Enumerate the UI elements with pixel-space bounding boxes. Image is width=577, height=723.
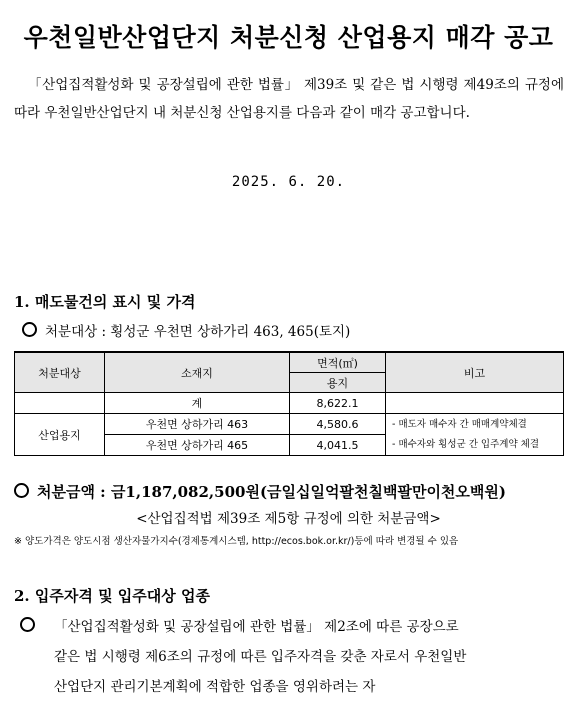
header-area-sub: 용지 [290, 373, 386, 393]
disposal-amount-text: 처분금액 : 금1,187,082,500원(금일십일억팔천칠백팔만이천오백원) [37, 483, 506, 501]
category-cell: 산업용지 [15, 414, 105, 456]
announcement-date: 2025. 6. 20. [231, 174, 346, 190]
qualification-line: 「산업집적활성화 및 공장설립에 관한 법률」 제2조에 따른 공장으로 [54, 619, 459, 635]
disposal-target-line [22, 320, 350, 340]
header-location: 소재지 [105, 352, 290, 393]
section2-heading: 2. 입주자격 및 입주대상 업종 [14, 587, 210, 605]
qualification-line: 같은 법 시행령 제6조의 규정에 따른 입주자격을 갖춘 자로서 우천일반 [54, 649, 467, 665]
area-cell: 4,041.5 [290, 435, 386, 456]
header-area: 면적(㎡) [290, 352, 386, 373]
note-cell [386, 414, 564, 456]
total-value: 8,622.1 [290, 393, 386, 414]
price-footnote: ※ 양도가격은 양도시점 생산자물가지수(경제통계시스템, http://ecos.bok.or.kr/)등에 따라 변경될 수 있음 [14, 536, 459, 547]
table-row [15, 414, 564, 435]
location-cell: 우천면 상하가리 465 [105, 435, 290, 456]
note-line: - 매도자 매수자 간 매매계약체결 [392, 418, 527, 430]
intro-paragraph [14, 71, 564, 127]
section1-heading: 1. 매도물건의 표시 및 가격 [14, 293, 196, 311]
qualification-line: 산업단지 관리기본계획에 적합한 업종을 영위하려는 자 [54, 679, 376, 695]
disposal-amount [14, 481, 506, 502]
qualification-paragraph [14, 612, 564, 702]
header-note: 비고 [386, 352, 564, 393]
disposal-amount-basis: <산업집적법 제39조 제5항 규정에 의한 처분금액> [136, 511, 441, 527]
location-cell: 우천면 상하가리 463 [105, 414, 290, 435]
page-title: 우천일반산업단지 처분신청 산업용지 매각 공고 [23, 23, 554, 52]
note-line: - 매수자와 횡성군 간 입주계약 체결 [392, 438, 540, 450]
header-type: 처분대상 [15, 352, 105, 393]
total-label: 계 [105, 393, 290, 414]
circle-bullet-icon [22, 322, 37, 337]
intro-text: 「산업집적활성화 및 공장설립에 관한 법률」 제39조 및 같은 법 시행령 제49조의 규정에 따라 우천일반산업단지 내 처분신청 산업용지를 다음과 같이 매각 공고합니다. [14, 77, 564, 121]
circle-bullet-icon [20, 617, 35, 632]
area-cell: 4,580.6 [290, 414, 386, 435]
disposal-target-text: 처분대상 : 횡성군 우천면 상하가리 463, 465(토지) [45, 324, 351, 340]
property-table [14, 351, 564, 456]
table-row-total [15, 393, 564, 414]
circle-bullet-icon [14, 483, 29, 498]
